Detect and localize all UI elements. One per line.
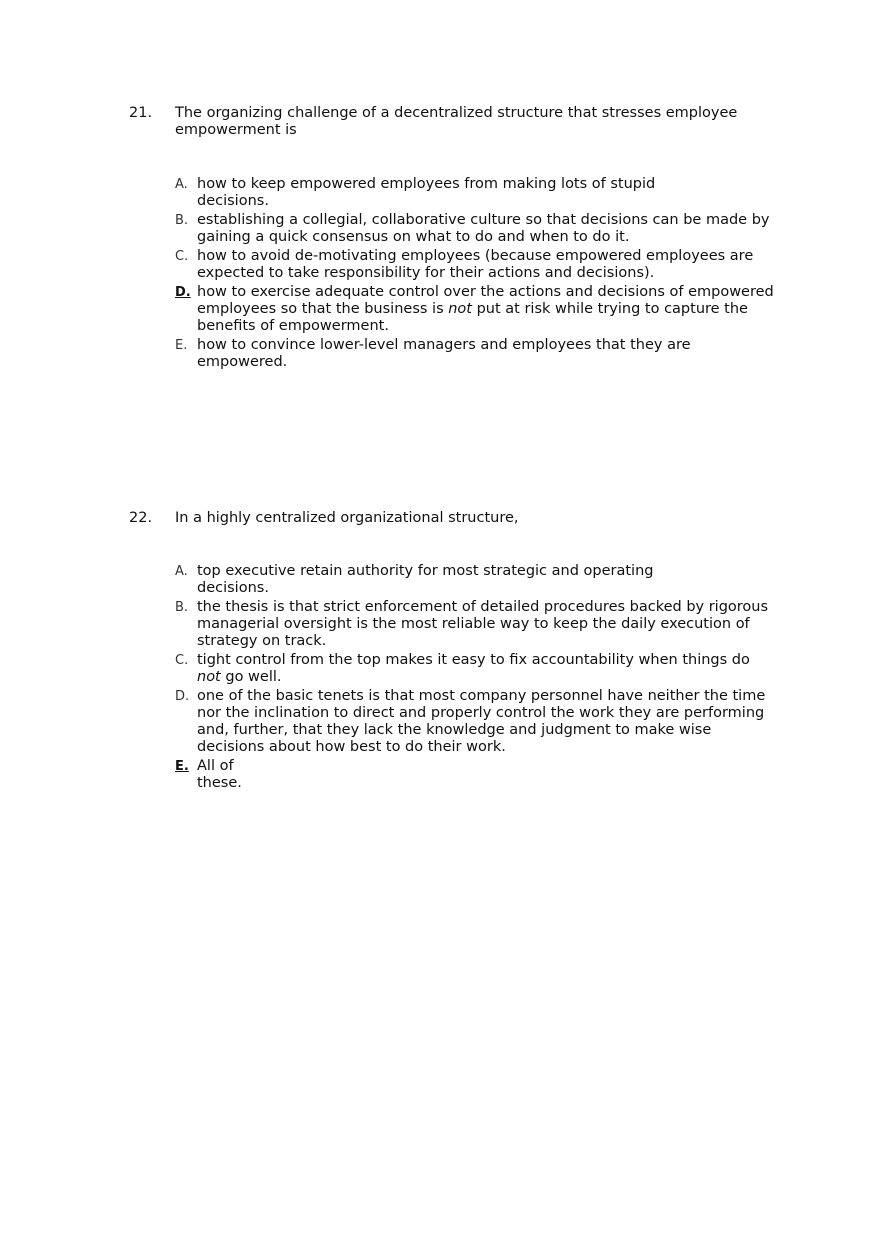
option-text-part: put at risk while trying to capture the benefits of empowerment. (197, 301, 748, 334)
option-text-part: how to exercise adequate control over the actions and decisions of empowered employees so that the business is (197, 284, 774, 317)
option-e (175, 337, 697, 371)
option-letter-correct: D. (175, 285, 191, 300)
option-letter: A. (175, 177, 188, 192)
option-text-emphasis: not (197, 669, 221, 685)
option-b (175, 212, 775, 246)
option-letter: C. (175, 249, 189, 264)
option-text: the thesis is that strict enforcement of detailed procedures backed by rigorous managerial oversight is the most reliable way to keep the daily execution of strategy on track. (197, 599, 769, 649)
option-text: establishing a collegial, collaborative culture so that decisions can be made by gaining a quick consensus on what to do and when to do it. (197, 212, 770, 245)
option-text: how to avoid de-motivating employees (because empowered employees are expected to take responsibility for their actions and decisions). (197, 248, 754, 281)
option-c (175, 652, 777, 686)
option-a (175, 563, 657, 597)
option-b (175, 599, 775, 650)
option-letter: B. (175, 600, 189, 615)
option-letter: D. (175, 689, 190, 704)
option-letter-correct: E. (175, 759, 189, 774)
option-d (175, 284, 775, 335)
option-text-part: tight control from the top makes it easy to fix accountability when things do (197, 652, 750, 668)
option-text: top executive retain authority for most strategic and operating decisions. (197, 563, 654, 596)
question-number: 21. (129, 105, 153, 121)
answer-options (175, 176, 775, 373)
option-text: All of these. (197, 758, 242, 791)
option-text-part: go well. (220, 669, 282, 685)
option-text: how to keep empowered employees from making lots of stupid decisions. (197, 176, 656, 209)
question-number: 22. (129, 510, 153, 526)
option-e (175, 758, 272, 792)
option-a (175, 176, 657, 210)
option-letter: C. (175, 653, 189, 668)
option-letter: E. (175, 338, 188, 353)
question-stem: The organizing challenge of a decentralized structure that stresses employee empowerment is (175, 105, 738, 138)
option-text (197, 652, 777, 686)
option-letter: A. (175, 564, 188, 579)
option-text: how to convince lower-level managers and employees that they are empowered. (197, 337, 691, 370)
option-text-emphasis: not (448, 301, 472, 317)
option-text (197, 284, 775, 335)
option-d (175, 688, 775, 756)
option-c (175, 248, 775, 282)
option-text: one of the basic tenets is that most company personnel have neither the time nor the inclination to direct and properly control the work they are performing and, further, that they lack the knowledge and judgment to make wise decisions about how best to do their work. (197, 688, 766, 755)
option-letter: B. (175, 213, 189, 228)
question-stem: In a highly centralized organizational structure, (175, 510, 519, 526)
answer-options (175, 563, 775, 794)
